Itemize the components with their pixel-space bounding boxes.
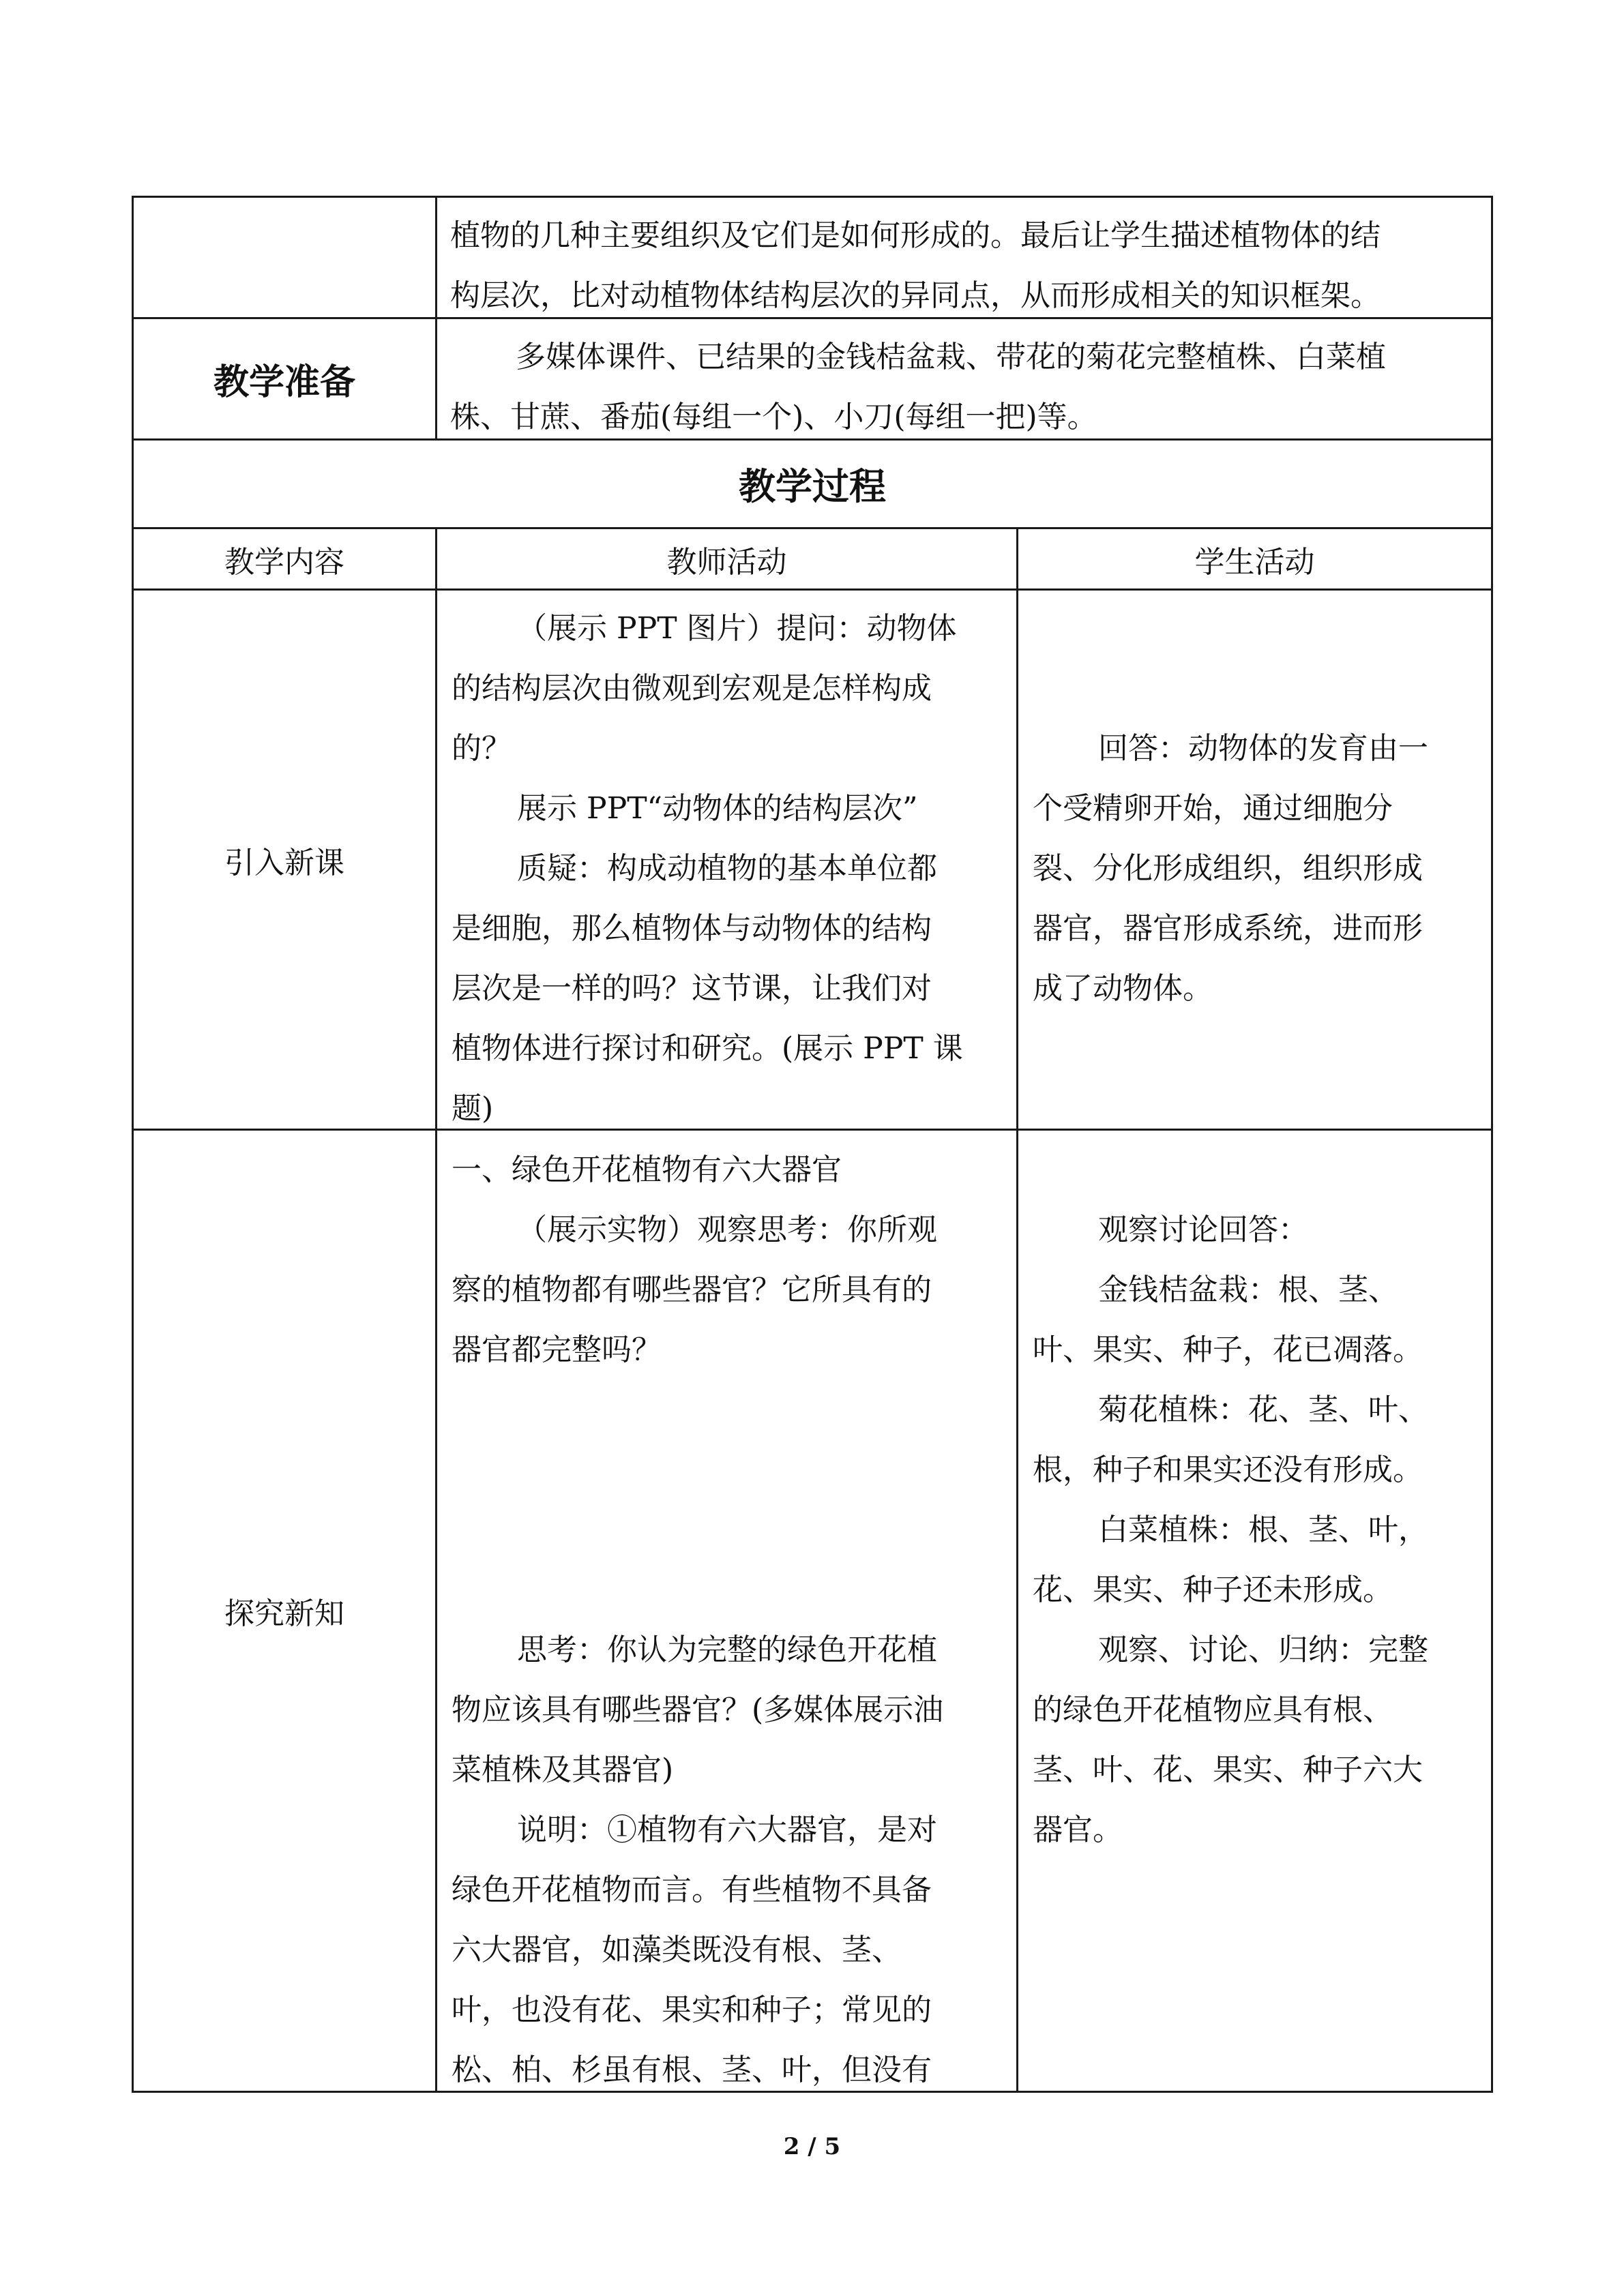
explore-student-line: 观察讨论回答： — [1098, 1212, 1308, 1247]
explore-student-cell — [1033, 1200, 1483, 1860]
explore-teacher-line: 说明：①植物有六大器官，是对 — [517, 1813, 937, 1847]
explore-teacher-line: 器官都完整吗？ — [452, 1332, 662, 1367]
explore-teacher-line: 松、柏、杉虽有根、茎、叶，但没有 — [452, 2053, 932, 2087]
intro-teacher-line: 质疑：构成动植物的基本单位都 — [517, 851, 937, 886]
explore-student-line: 白菜植株：根、茎、叶， — [1098, 1512, 1428, 1547]
intro-teacher-line: 展示 PPT“动物体的结构层次” — [517, 791, 918, 826]
explore-student-line: 根，种子和果实还没有形成。 — [1033, 1452, 1423, 1487]
explore-teacher-top-cell — [452, 1140, 1011, 1380]
explore-teacher-line: 物应该具有哪些器官？(多媒体展示油 — [452, 1693, 944, 1727]
explore-teacher-line: （展示实物）观察思考：你所观 — [517, 1212, 937, 1247]
intro-teacher-line: 的？ — [452, 731, 512, 766]
explore-student-line: 器官。 — [1033, 1813, 1123, 1847]
page-number: 2 / 5 — [783, 2133, 841, 2160]
header-content: 教学内容 — [224, 544, 344, 580]
intro-student-cell — [1033, 719, 1483, 1019]
continuation-line: 植物的几种主要组织及它们是如何形成的。最后让学生描述植物体的结 — [450, 218, 1381, 253]
column-divider — [435, 527, 437, 2093]
explore-teacher-line: 思考：你认为完整的绿色开花植 — [517, 1632, 937, 1667]
explore-teacher-bottom-cell — [452, 1620, 1011, 2100]
preparation-cell — [450, 327, 1480, 447]
intro-teacher-line: 的结构层次由微观到宏观是怎样构成 — [452, 671, 932, 706]
preparation-line: 株、甘蔗、番茄(每组一个)、小刀(每组一把)等。 — [450, 400, 1097, 434]
process-title: 教学过程 — [739, 464, 886, 508]
header-student: 学生活动 — [1194, 544, 1315, 580]
column-divider — [1016, 527, 1018, 2093]
intro-teacher-line: 题) — [452, 1091, 494, 1126]
explore-student-line: 菊花植株：花、茎、叶、 — [1098, 1392, 1428, 1427]
preparation-line: 多媒体课件、已结果的金钱桔盆栽、带花的菊花完整植株、白菜植 — [516, 340, 1386, 374]
explore-student-line: 金钱桔盆栽：根、茎、 — [1098, 1272, 1398, 1307]
intro-student-line: 成了动物体。 — [1033, 971, 1213, 1006]
explore-student-line: 的绿色开花植物应具有根、 — [1033, 1693, 1393, 1727]
intro-teacher-line: 植物体进行探讨和研究。(展示 PPT 课 — [452, 1031, 963, 1066]
intro-teacher-line: 层次是一样的吗？这节课，让我们对 — [452, 971, 932, 1006]
explore-teacher-line: 叶，也没有花、果实和种子；常见的 — [452, 1993, 932, 2027]
table-border-top — [132, 196, 1493, 198]
intro-teacher-line: （展示 PPT 图片）提问：动物体 — [517, 611, 957, 646]
explore-student-line: 叶、果实、种子，花已凋落。 — [1033, 1332, 1423, 1367]
intro-teacher-line: 是细胞，那么植物体与动物体的结构 — [452, 911, 932, 946]
explore-student-line: 茎、叶、花、果实、种子六大 — [1033, 1753, 1423, 1787]
explore-teacher-line: 绿色开花植物而言。有些植物不具备 — [452, 1873, 932, 1907]
explore-student-line: 观察、讨论、归纳：完整 — [1098, 1632, 1428, 1667]
intro-teacher-cell — [452, 599, 1011, 1139]
continuation-line: 构层次，比对动植物体结构层次的异同点，从而形成相关的知识框架。 — [450, 278, 1381, 313]
intro-student-line: 裂、分化形成组织，组织形成 — [1033, 851, 1423, 886]
intro-student-line: 回答：动物体的发育由一 — [1098, 731, 1428, 766]
continuation-cell — [450, 206, 1480, 326]
preparation-label: 教学准备 — [213, 361, 355, 403]
header-teacher: 教师活动 — [666, 544, 787, 580]
explore-student-line: 花、果实、种子还未形成。 — [1033, 1572, 1393, 1607]
intro-student-line: 个受精卵开始，通过细胞分 — [1033, 791, 1393, 826]
table-border-right — [1491, 196, 1493, 2093]
explore-teacher-line: 一、绿色开花植物有六大器官 — [452, 1152, 842, 1187]
explore-teacher-line: 察的植物都有哪些器官？它所具有的 — [452, 1272, 932, 1307]
intro-student-line: 器官，器官形成系统，进而形 — [1033, 911, 1423, 946]
explore-teacher-line: 六大器官，如藻类既没有根、茎、 — [452, 1933, 902, 1967]
intro-label: 引入新课 — [224, 845, 344, 880]
explore-teacher-line: 菜植株及其器官) — [452, 1753, 674, 1787]
explore-label: 探究新知 — [224, 1596, 344, 1631]
column-divider — [435, 196, 437, 441]
